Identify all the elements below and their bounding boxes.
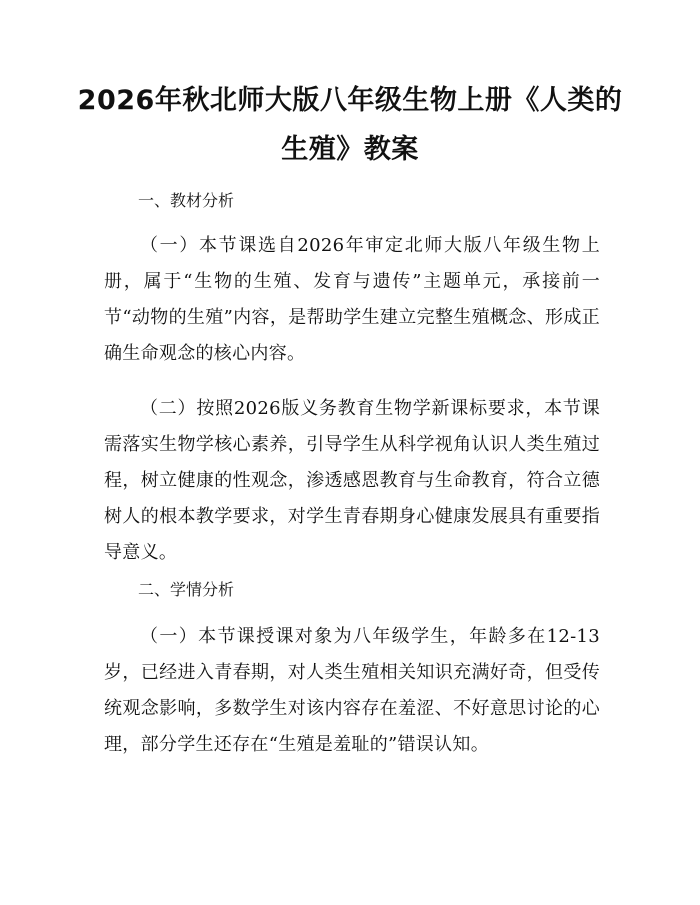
section-heading-student-analysis: 二、学情分析 <box>138 580 235 599</box>
document-title-line-1: 2026年秋北师大版八年级生物上册《人类的 <box>77 85 623 116</box>
section-heading-textbook-analysis: 一、教材分析 <box>138 191 235 210</box>
document-title-line-2: 生殖》教案 <box>281 134 419 165</box>
paragraph-textbook-analysis-2: （二）按照2026版义务教育生物学新课标要求，本节课需落实生物学核心素养，引导学生从科学视角认识人类生殖过程，树立健康的性观念，渗透感恩教育与生命教育，符合立德树人的根本教学要求，对学生青春期身心健康发展具有重要指导意义。 <box>104 398 600 563</box>
paragraph-student-analysis-1: （一）本节课授课对象为八年级学生，年龄多在12-13岁，已经进入青春期，对人类生殖相关知识充满好奇，但受传统观念影响，多数学生对该内容存在羞涩、不好意思讨论的心理，部分学生还存在“生殖是羞耻的”错误认知。 <box>104 626 600 755</box>
paragraph-textbook-analysis-1: （一）本节课选自2026年审定北师大版八年级生物上册，属于“生物的生殖、发育与遗传”主题单元，承接前一节“动物的生殖”内容，是帮助学生建立完整生殖概念、形成正确生命观念的核心内容。 <box>104 235 600 364</box>
